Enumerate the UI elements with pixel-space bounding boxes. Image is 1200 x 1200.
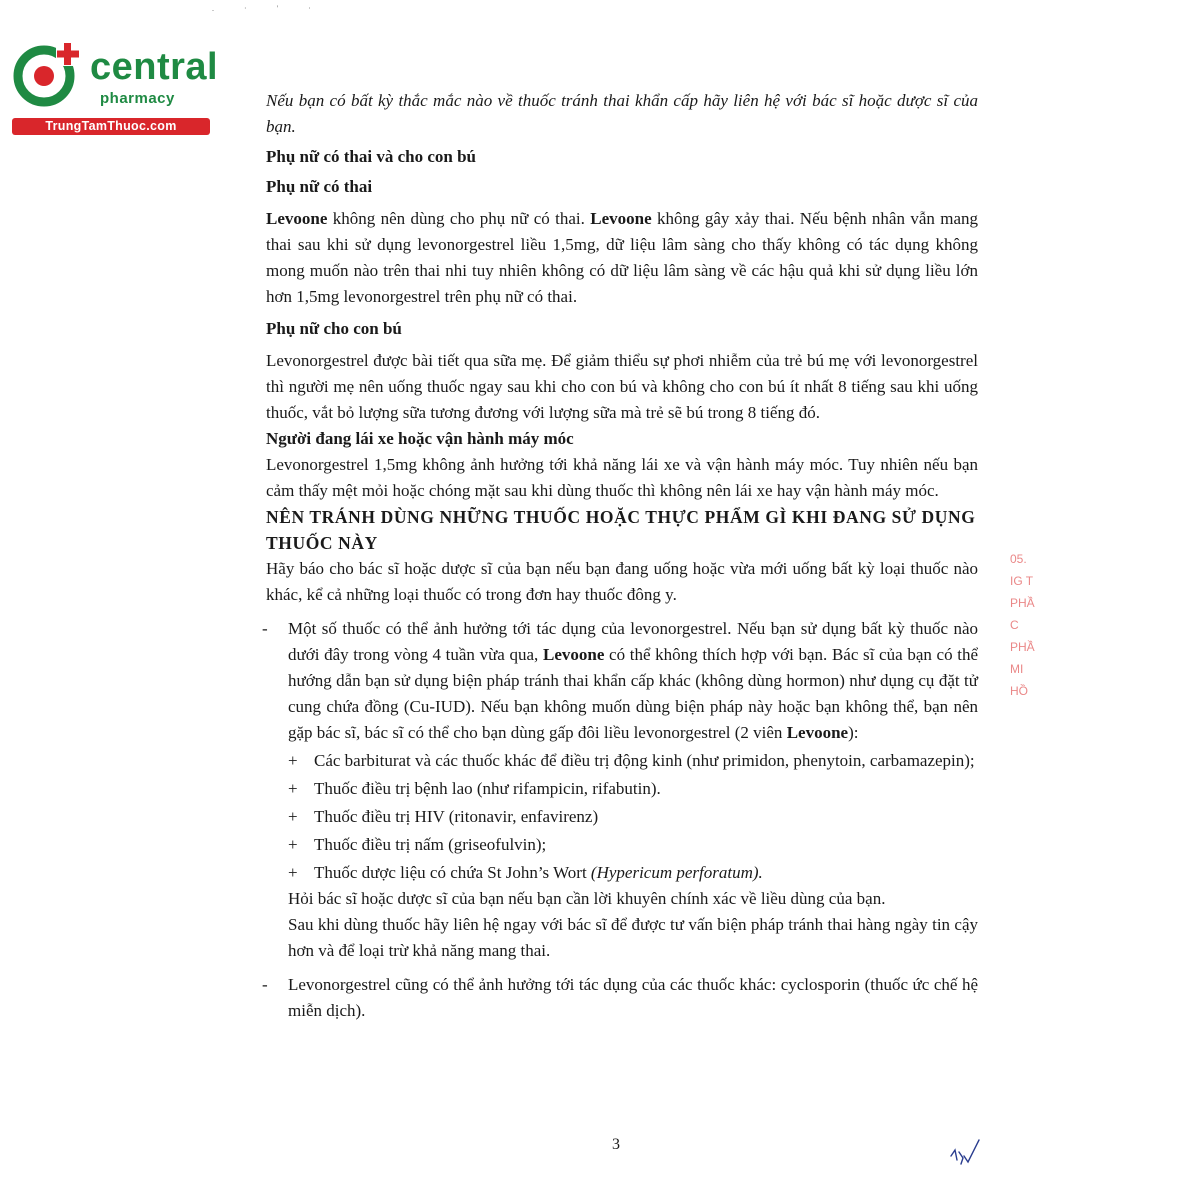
plus-marker: + [288,863,298,882]
text-run: ): [848,723,859,742]
initials-signature-icon [948,1134,982,1168]
plus-marker: + [288,779,298,798]
text-run: có thể không thích hợp với bạn. Bác sĩ của bạn có thể hướng dẫn bạn sử dụng biện pháp tránh thai khẩn cấp khác (không dùng hormon) như dụng cụ đặt tử cung chứa đồng (Cu-IUD). Nếu bạn không muốn dùng biện pháp này hoặc bạn không thể, bạn nên gặp bác sĩ, bác sĩ có thể cho bạn dùng gấp đôi liều levonorgestrel (2 viên [288,645,978,742]
page-number: 3 [612,1136,620,1153]
list-item [262,616,978,746]
sub-list-item [266,804,978,830]
sub-list-item [266,832,978,858]
heading-driving: Người đang lái xe hoặc vận hành máy móc [266,429,574,448]
text-run: Thuốc điều trị bệnh lao (như rifampicin, rifabutin). [314,779,661,798]
heading-pregnant-nursing: Phụ nữ có thai và cho con bú [266,147,476,166]
list-item [262,972,978,1024]
document-body [262,88,978,1024]
dash-marker: - [262,975,268,994]
plus-marker: + [288,835,298,854]
plus-marker: + [288,751,298,770]
text-run: không nên dùng cho phụ nữ có thai. [327,209,591,228]
heading-pregnant: Phụ nữ có thai [266,177,373,196]
nursing-paragraph: Levonorgestrel được bài tiết qua sữa mẹ. Để giảm thiểu sự phơi nhiễm của trẻ bú mẹ với levonorgestrel thì người mẹ nên uống thuốc ngay sau khi cho con bú và không cho con bú ít nhất 8 tiếng sau khi uống thuốc, vắt bỏ lượng sữa tương đương với lượng sữa mà trẻ sẽ bú trong 8 tiếng đó. [266,351,978,422]
driving-paragraph: Levonorgestrel 1,5mg không ảnh hưởng tới khả năng lái xe và vận hành máy móc. Tuy nhiên nếu bạn cảm thấy mệt mỏi hoặc chóng mặt sau khi dùng thuốc thì không nên lái xe hay vận hành máy móc. [266,455,978,500]
pregnant-paragraph [266,206,978,310]
text-run: Các barbiturat và các thuốc khác để điều trị động kinh (như primidon, phenytoin, carbamazepin); [314,751,975,770]
drug-name: Levoone [542,645,605,664]
stamp-text: 05. [1010,552,1027,566]
stamp-text: C PHẦ [1010,618,1035,654]
latin-name: (Hypericum perforatum). [590,863,763,882]
stamp-text: HỒ [1010,684,1028,698]
stamp-text: IG T [1010,574,1034,588]
followup-paragraph: Sau khi dùng thuốc hãy liên hệ ngay với bác sĩ để được tư vấn biện pháp tránh thai hàng ngày tin cậy hơn và để loại trừ khả năng mang thai. [288,915,978,960]
drug-name: Levoone [590,209,652,228]
text-run: Thuốc điều trị nấm (griseofulvin); [314,835,547,854]
logo-sub-name: pharmacy [100,90,175,107]
logo-url-badge: TrungTamThuoc.com [12,118,210,135]
drug-name: Levoone [266,209,328,228]
sub-list-item [266,748,978,774]
scan-specks: . · ' · [212,4,325,13]
intro-paragraph: Nếu bạn có bất kỳ thắc mắc nào về thuốc tránh thai khẩn cấp hãy liên hệ với bác sĩ hoặc dược sĩ của bạn. [266,91,978,136]
central-pharmacy-logo [10,38,219,138]
text-run: Một số thuốc có thể ảnh hưởng tới tác dụng của levonorgestrel. Nếu bạn sử dụng bất kỳ thuốc nào dưới đây trong vòng 4 tuần vừa qua, [288,619,978,664]
sub-list-item [266,860,978,886]
dash-marker: - [262,619,268,638]
text-run: Thuốc dược liệu có chứa St John’s Wort [314,863,591,882]
stamp-text: PHẦ [1010,596,1035,610]
logo-brand-name: central [90,46,219,88]
text-run: không gây xảy thai. Nếu bệnh nhân vẫn mang thai sau khi sử dụng levonorgestrel liều 1,5mg, dữ liệu lâm sàng cho thấy không có tác dụng không mong muốn nào trên thai nhi tuy nhiên không có dữ liệu lâm sàng về các hậu quả khi sử dụng liều lớn hơn 1,5mg levonorgestrel trên phụ nữ có thai. [266,209,978,306]
text-run: Thuốc điều trị HIV (ritonavir, enfavirenz) [314,807,599,826]
pharmacy-cross-logo-icon [10,38,82,110]
red-stamp-fragment [1010,548,1040,698]
heading-nursing: Phụ nữ cho con bú [266,319,402,338]
text-run: Levonorgestrel cũng có thể ảnh hưởng tới tác dụng của các thuốc khác: cyclosporin (thuốc ức chế hệ miễn dịch). [288,975,978,1020]
stamp-text: MI [1010,662,1024,676]
advice-paragraph: Hỏi bác sĩ hoặc dược sĩ của bạn nếu bạn cần lời khuyên chính xác về liều dùng của bạn. [288,889,886,908]
drug-name: Levoone [786,723,849,742]
sub-list-item [266,776,978,802]
avoid-paragraph: Hãy báo cho bác sĩ hoặc dược sĩ của bạn nếu bạn đang uống hoặc vừa mới uống bất kỳ loại thuốc nào khác, kể cả những loại thuốc có trong đơn hay thuốc đông y. [266,559,978,604]
plus-marker: + [288,807,298,826]
heading-avoid: NÊN TRÁNH DÙNG NHỮNG THUỐC HOẶC THỰC PHẨM GÌ KHI ĐANG SỬ DỤNG THUỐC NÀY [266,507,976,553]
